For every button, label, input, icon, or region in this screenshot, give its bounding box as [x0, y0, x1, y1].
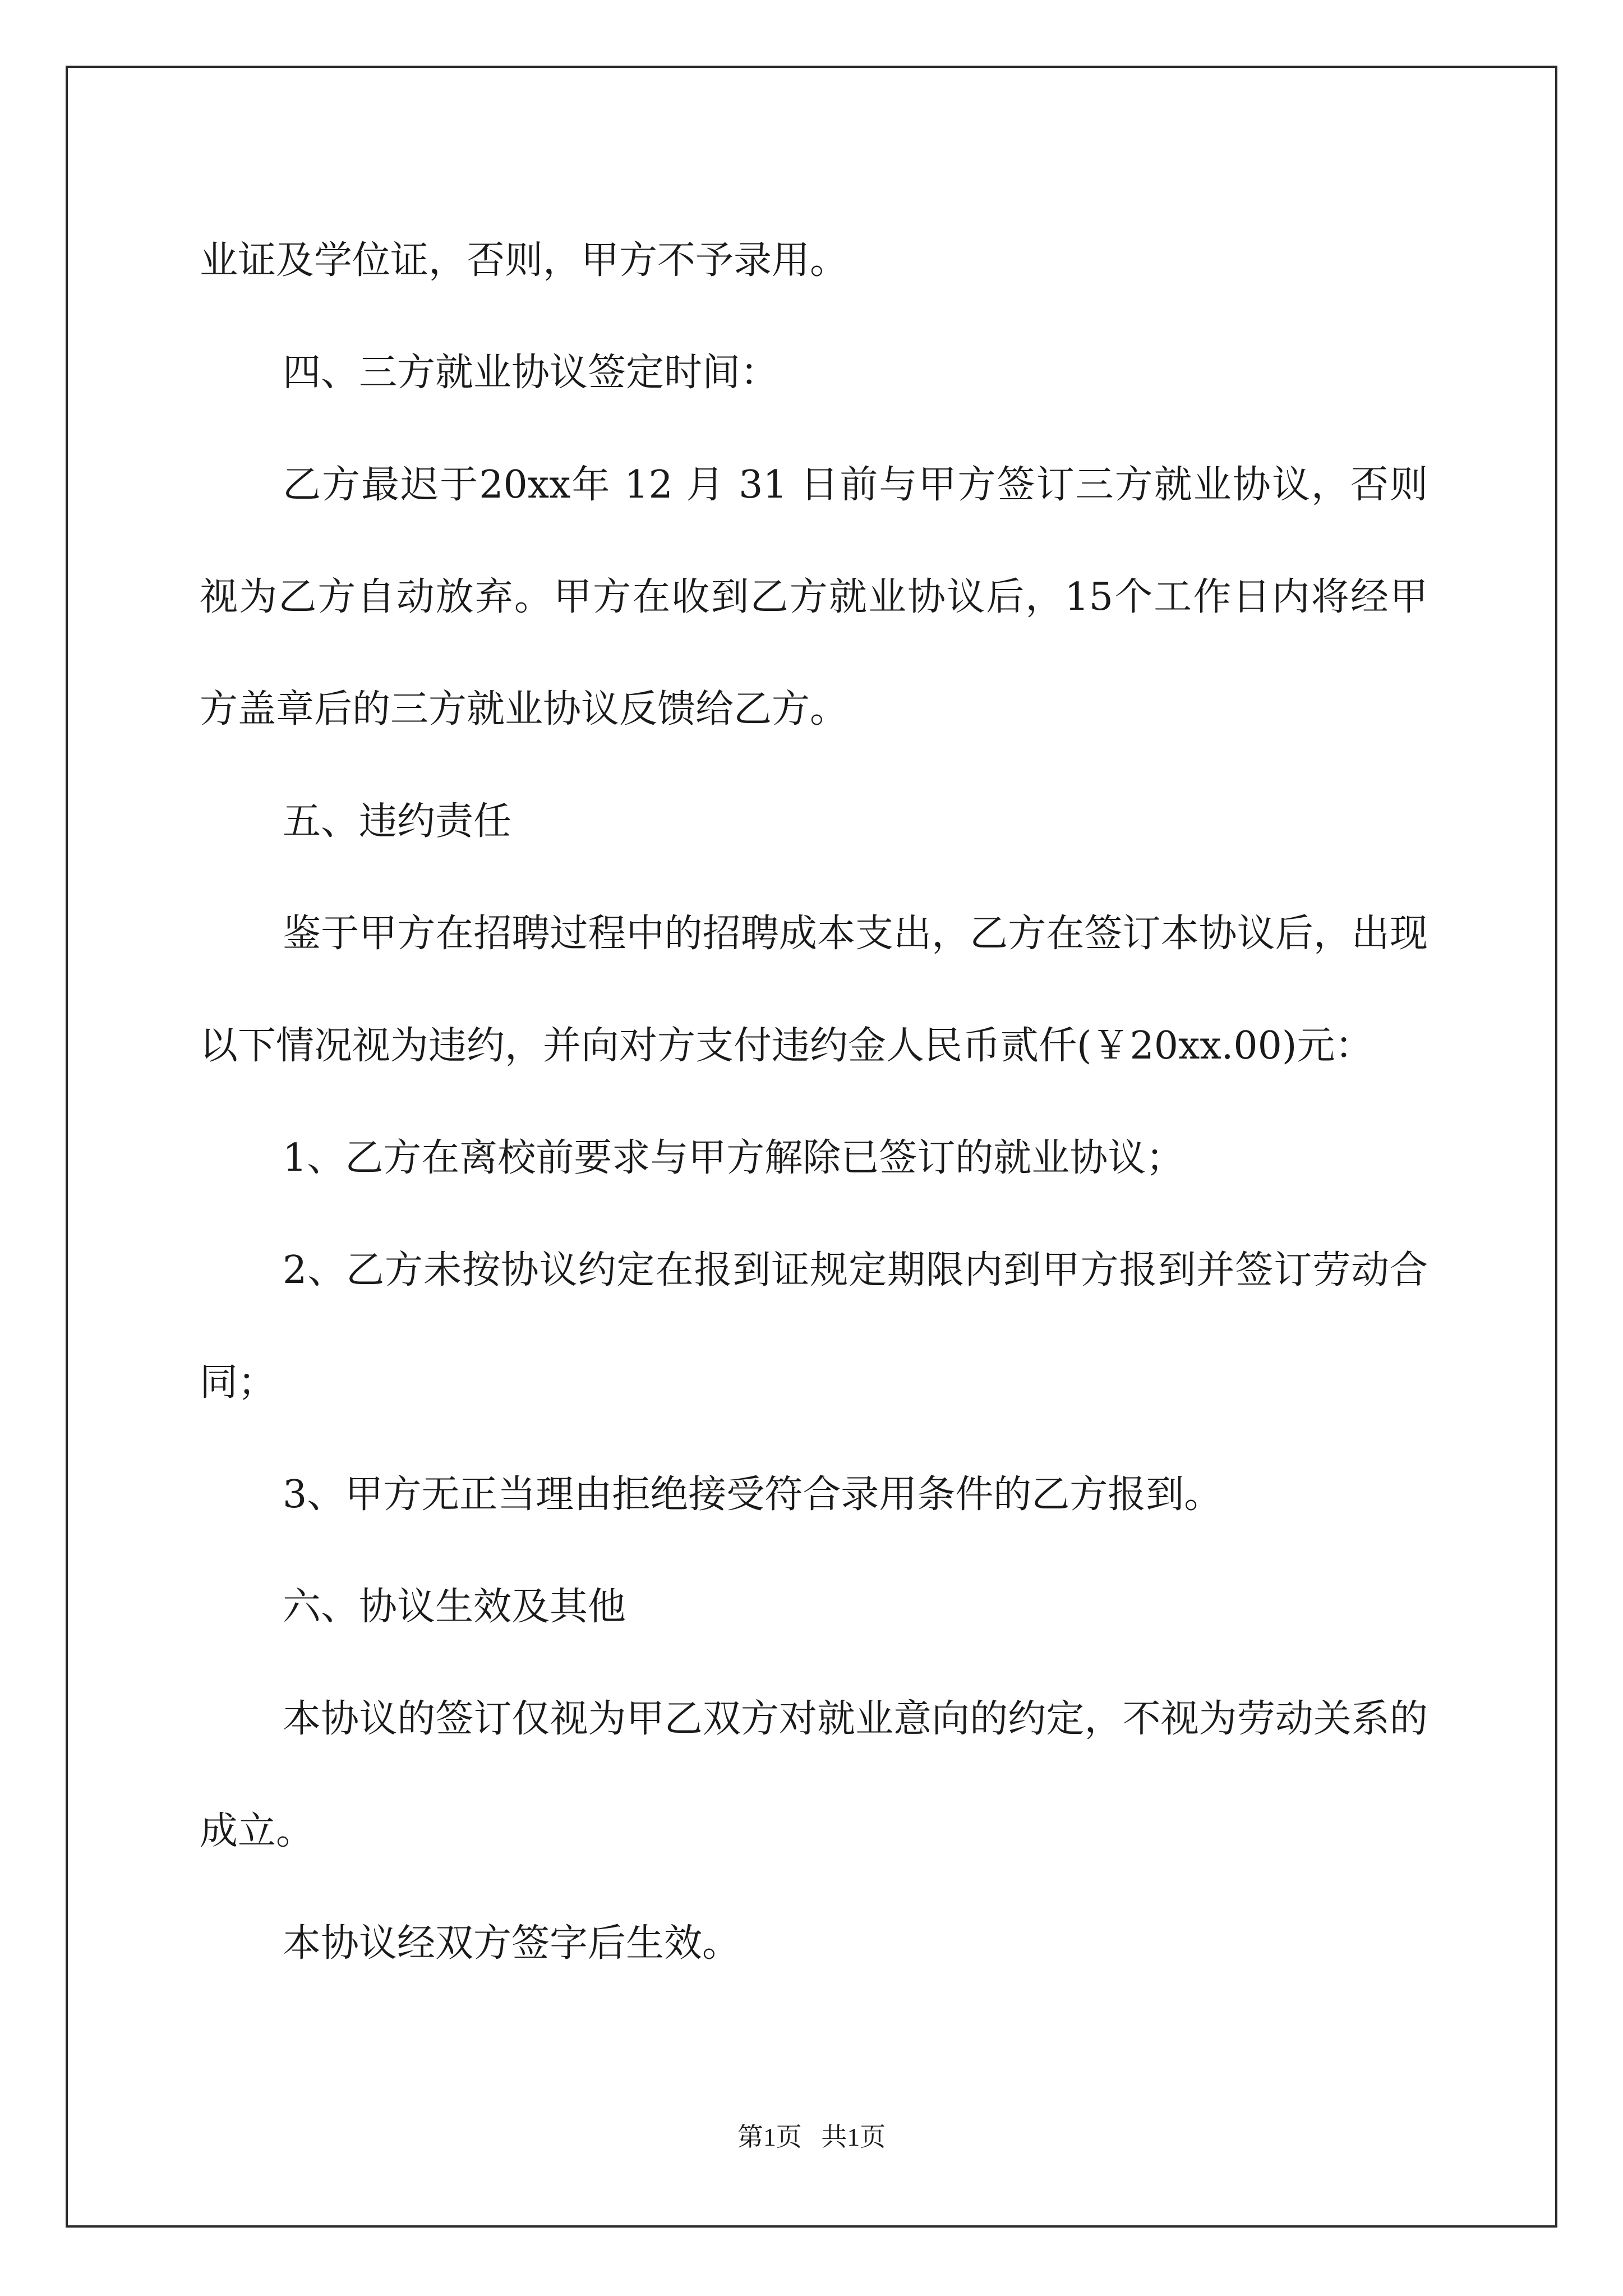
- paragraph-11: 本协议经双方签字后生效。: [283, 1921, 741, 1966]
- section-heading-5: 五、违约责任: [283, 799, 512, 844]
- page-number: 第1页: [737, 2123, 802, 2151]
- paragraph-1: 业证及学位证，否则，甲方不予录用。: [200, 238, 849, 283]
- document-body: [200, 205, 1428, 2000]
- page-total: 共1页: [821, 2123, 886, 2151]
- section-heading-4: 四、三方就业协议签定时间：: [283, 351, 779, 395]
- section-heading-6: 六、协议生效及其他: [283, 1585, 626, 1629]
- page-footer: [0, 2120, 1623, 2154]
- paragraph-5: 鉴于甲方在招聘过程中的招聘成本支出，乙方在签订本协议后，出现以下情况视为违约，并向对方支付违约金人民币贰仟(￥20xx.00)元：: [200, 912, 1428, 1068]
- list-item-2: 2、乙方未按协议约定在报到证规定期限内到甲方报到并签订劳动合同；: [200, 1248, 1428, 1405]
- paragraph-3: 乙方最迟于20xx年 12 月 31 日前与甲方签订三方就业协议，否则视为乙方自动放弃。甲方在收到乙方就业协议后，15个工作日内将经甲方盖章后的三方就业协议反馈给乙方。: [200, 463, 1428, 731]
- paragraph-10: 本协议的签订仅视为甲乙双方对就业意向的约定，不视为劳动关系的成立。: [200, 1697, 1428, 1853]
- list-item-3: 3、甲方无正当理由拒绝接受符合录用条件的乙方报到。: [283, 1473, 1223, 1517]
- list-item-1: 1、乙方在离校前要求与甲方解除已签订的就业协议；: [283, 1136, 1184, 1180]
